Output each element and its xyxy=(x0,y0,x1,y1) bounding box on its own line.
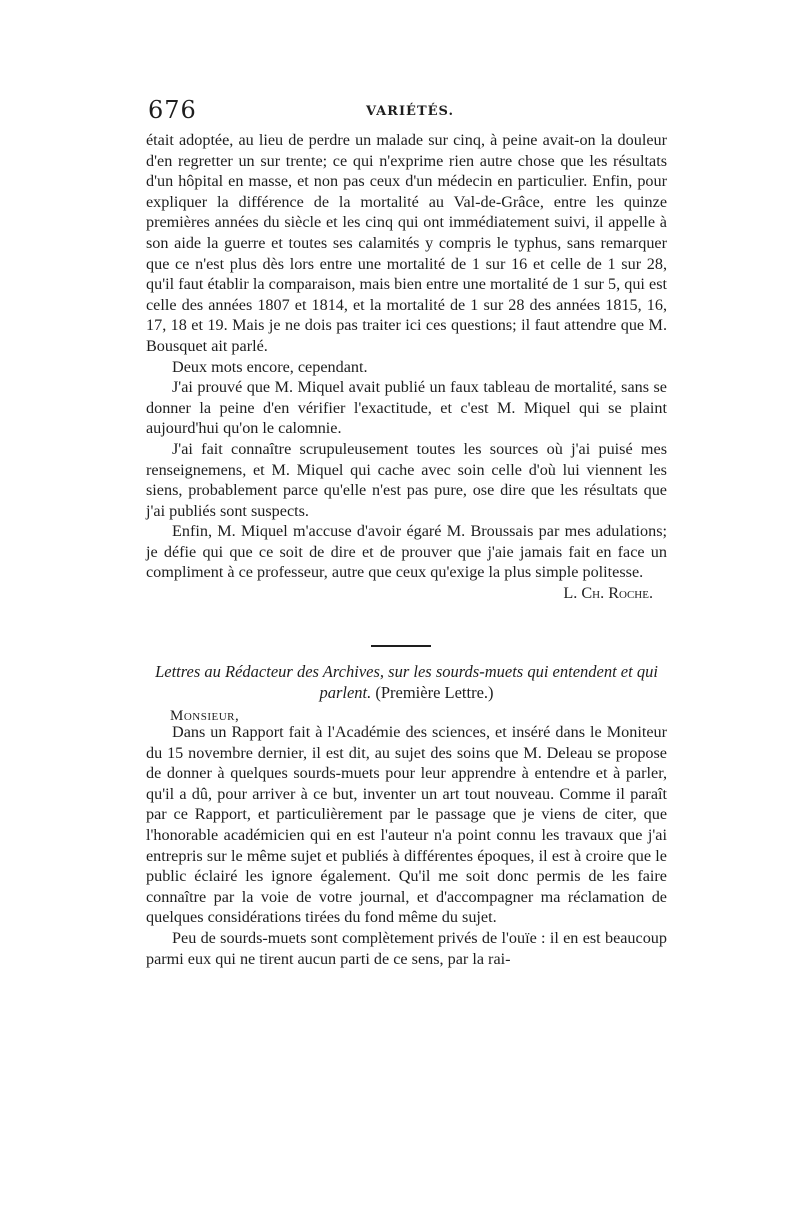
paragraph: était adoptée, au lieu de perdre un malade sur cinq, à peine avait-on la douleur d'en regretter un sur trente; ce qui n'exprime rien autre chose que les résultats d'un hôpital en masse, et non pas ceux d'un médecin en particulier. Enfin, pour expliquer la différence de la mortalité au Val-de-Grâce, entre les quinze premières années du siècle et les cinq qui ont immédiatement suivi, il appelle à son aide la guerre et toutes ses calamités y compris le typhus, sans remarquer que ce n'est plus dès lors entre une mortalité de 1 sur 16 et celle de 1 sur 28, qu'il faut établir la comparaison, mais bien entre une mortalité de 1 sur 5, qui est celle des années 1807 et 1814, et la mortalité de 1 sur 28 des années 1815, 16, 17, 18 et 19. Mais je ne dois pas traiter ici ces questions; il faut attendre que M. Bousquet ait parlé. xyxy=(146,131,667,355)
letter-title-italic: Lettres au Rédacteur des Archives, sur les sourds-muets qui entendent et qui parlent. xyxy=(155,662,658,702)
author-signature: L. Ch. Roche. xyxy=(563,584,653,603)
paragraph-text: Enfin, M. Miquel m'accuse d'avoir égaré M. Broussais par mes adulations; je défie qui que ce soit de dire et de prouver que j'aie jamais fait en face un compliment à ce professeur, autre que ceux qu'exige la plus simple politesse. xyxy=(146,522,667,582)
running-head: VARIÉTÉS. xyxy=(366,104,454,119)
salutation: Monsieur, xyxy=(170,708,240,724)
paragraph: J'ai fait connaître scrupuleusement toutes les sources où j'ai puisé mes renseignemens, et M. Miquel qui cache avec soin celle d'où lui viennent les siens, probablement parce qu'elle n'est pas pure, ose dire que les résultats que j'ai publiés sont suspects. xyxy=(146,439,667,520)
paragraph: Deux mots encore, cependant. xyxy=(172,357,368,376)
paragraph: Dans un Rapport fait à l'Académie des sciences, et inséré dans le Moniteur du 15 novembre dernier, il est dit, au sujet des soins que M. Deleau se propose de donner à quelques sourds-muets pour leur apprendre à entendre et à parler, qu'il a dû, pour arriver à ce but, inventer un art tout nouveau. Comme il paraît par ce Rapport, et particulièrement par le passage que je viens de citer, que l'honorable académicien qui en est l'auteur n'a point connu les travaux que j'ai entrepris sur le même sujet et publiés à différentes époques, il est à croire que le public éclairé les ignore également. Qu'il me soit donc permis de les faire connaître par la voie de votre journal, et d'accompagner ma réclamation de quelques considérations tirées du fond même du sujet. xyxy=(146,723,667,927)
paragraph: Peu de sourds-muets sont complètement privés de l'ouïe : il en est beaucoup parmi eux qui ne tirent aucun parti de ce sens, par la rai- xyxy=(146,928,667,968)
paragraph: J'ai prouvé que M. Miquel avait publié un faux tableau de mortalité, sans se donner la peine d'en vérifier l'exactitude, et c'est M. Miquel qui se plaint aujourd'hui qu'on le calomnie. xyxy=(146,378,667,438)
page-header xyxy=(148,96,660,128)
paragraph xyxy=(146,521,667,603)
closing-section xyxy=(146,130,667,604)
section-divider xyxy=(371,645,431,647)
letter-title-roman: (Première Lettre.) xyxy=(375,683,494,702)
page-number: 676 xyxy=(148,96,197,124)
letter-title xyxy=(146,661,667,703)
letter-body xyxy=(146,722,667,969)
